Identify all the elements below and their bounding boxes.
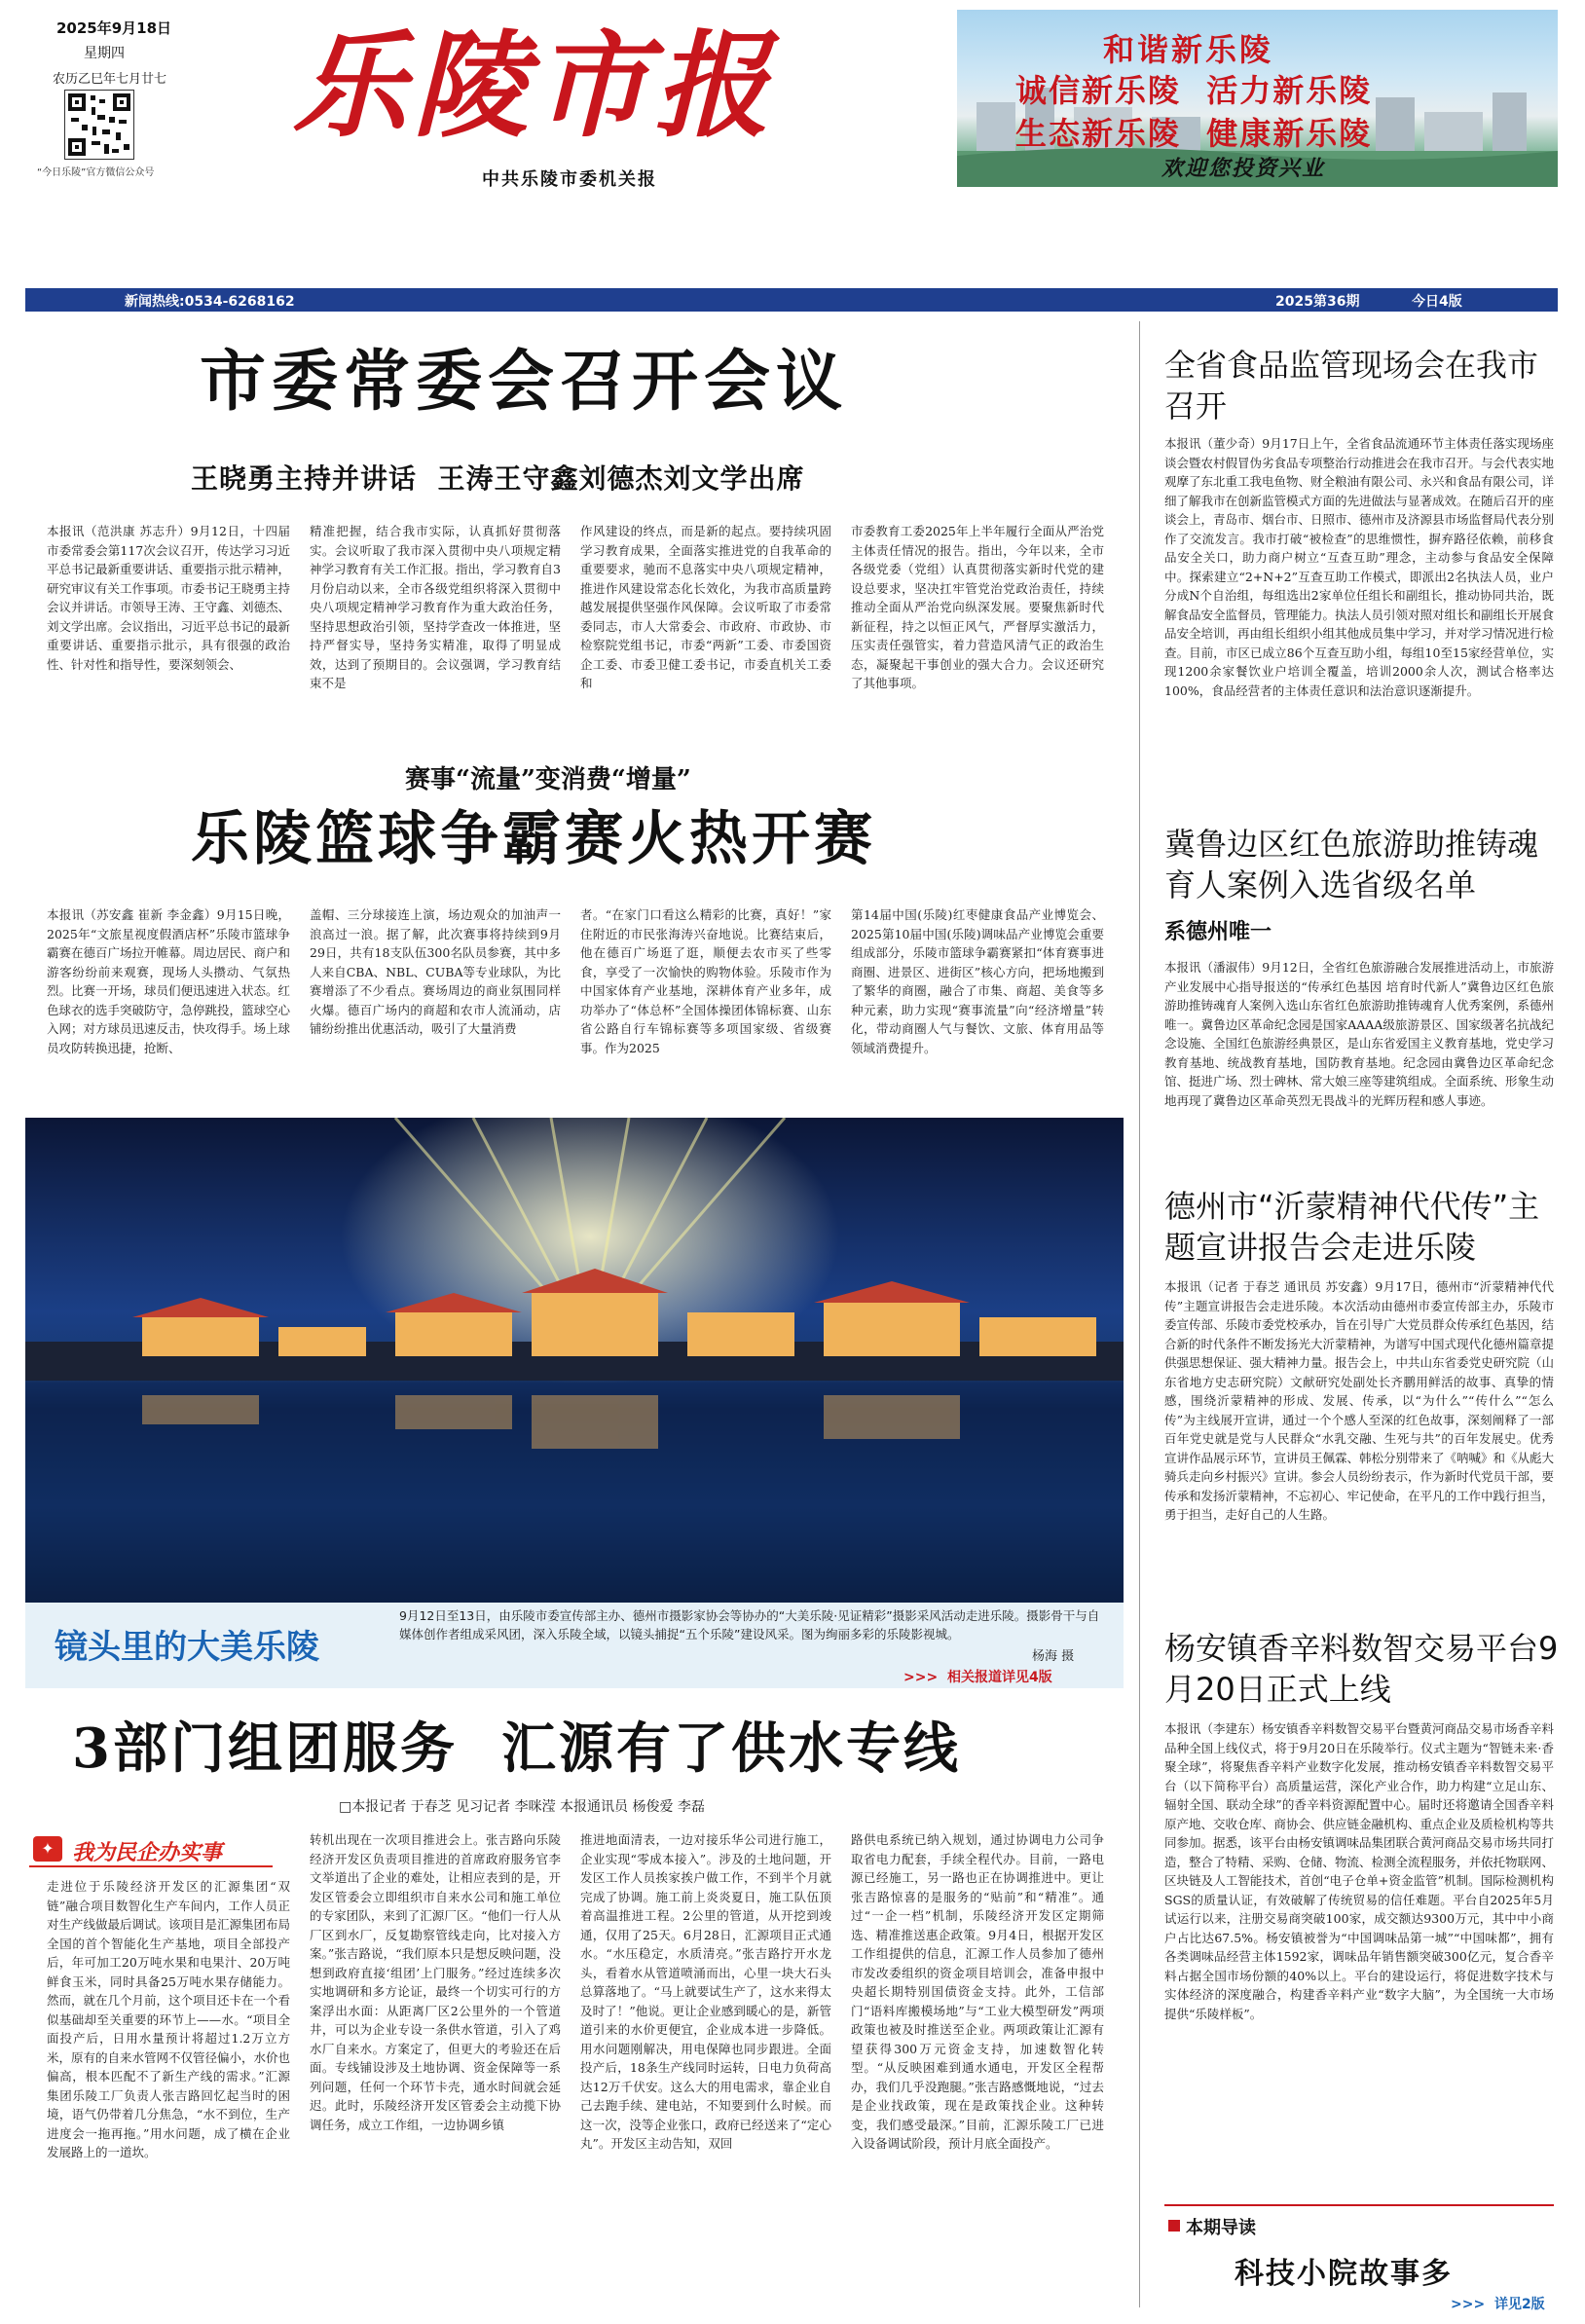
column-divider — [1139, 321, 1140, 2307]
side1-headline[interactable]: 全省食品监管现场会在我市召开 — [1164, 347, 1539, 424]
issue-number: 2025第36期 — [1275, 294, 1360, 310]
photo-label: 镜头里的大美乐陵 — [55, 1628, 319, 1667]
wechat-caption: “今日乐陵”官方微信公众号 — [37, 167, 155, 178]
water-byline: □本报记者 于春芝 见习记者 李咪滢 本报通讯员 杨俊爱 李磊 — [339, 1799, 705, 1815]
ad-line-1: 和谐新乐陵 — [1103, 31, 1274, 68]
ad-line-2: 诚信新乐陵 活力新乐陵 — [1015, 72, 1373, 109]
lead-col-3: 作风建设的终点，而是新的起点。要持续巩固学习教育成果，全面落实推进党的自我革命的重要要求，驰而不息落实中央八项规定精神，推进作风建设常态化长效化，为我市高质量跨越发展提供坚强作风保障。会议听取了市委常委同志，市人大常委会、市政府、市政协、市检察院党组书记，市委“两新”工委、市委国资企工委、市委卫健工委书记，市委直机关工委和 — [580, 524, 831, 690]
water-col-1: 走进位于乐陵经济开发区的汇源集团“双链”融合项目数智化生产车间内，工作人员正对生产线做最后调试。该项目是汇源集团布局全国的首个智能化生产基地，项目全部投产后，年可加工20万吨水果和电果汁、20万吨鲜食玉米，同时具备25万吨水果存储能力。然而，就在几个月前，这个项目还卡在一个看似基础却至关重要的环节上——水。“项目全面投产后，日用水量预计将超过1.2万立方米，原有的自来水管网不仅管径偏小，水价也偏高，根本匹配不了新生产线的需求。”汇源集团乐陵工厂负责人张吉路回忆起当时的困境，语气仍带着几分焦急，“水不到位，生产进度会一拖再拖。”用水问题，成了横在企业发展路上的一道坎。 — [47, 1879, 290, 2159]
hotline: 新闻热线:0534-6268162 — [125, 294, 295, 310]
lead-col-1: 本报讯（范洪康 苏志升）9月12日，十四届市委常委会第117次会议召开，传达学习习近平总书记最新重要讲话、重要指示批示精神，研究审议有关工作事项。市委书记王晓勇主持会议并讲话。市领导王涛、王守鑫、刘德杰、刘文学出席。会议指出，习近平总书记的最新重要讲话、重要指示批示，具有很强的政治性、针对性和指导性，要深刻领会、 — [47, 524, 290, 672]
side4-body: 本报讯（李建东）杨安镇香辛料数智交易平台暨黄河商品交易市场香辛料品种全国上线仪式，将于9月20日在乐陵举行。仪式主题为“智链未来·香聚全球”，将聚焦香辛料产业数字化发展，推动杨安镇香辛料数智交易平台（以下简称平台）高质量运营，深化产业合作，助力构建“立足山东、辐射全国、联动全球”的香辛料资源配置中心。届时还将邀请全国香辛料原产地、交收仓库、商协会、供应链金融机构、重点企业及质检机构等共同参加。据悉，该平台由杨安镇调味品集团联合黄河商品交易市场共同打造，整合了特精、采购、仓储、物流、检测全流程服务，并依托物联网、区块链及人工智能技术，首创“电子仓单+资金监管”机制。国际检测机构SGS的质量认证，有效破解了传统贸易的信任难题。平台自2025年5月试运行以来，注册交易商突破100家，成交额达9300万元，其中中小商户占比达67.5%。杨安镇被誉为“中国调味品第一城”“中国味都”，拥有各类调味品经营主体1592家，调味品年销售额突破300亿元，复合香辛料占据全国市场份额的40%以上。平台的建设运行，将促进数字技术与实体经济的深度融合，构建香辛料产业“数字大脑”，为全国统一大市场提供“乐陵样板”。 — [1164, 1721, 1554, 2021]
side2-subheadline: 系德州唯一 — [1164, 919, 1272, 944]
lead-col-2: 精准把握，结合我市实际，认真抓好贯彻落实。会议听取了我市深入贯彻中央八项规定精神学习教育有关工作汇报。指出，学习教育自3月份启动以来，全市各级党组织将深入贯彻中央八项规定精神学习教育作为重大政治任务，坚持思想政治引领，坚持学查改一体推进，坚持严督实导，坚持务实精准，取得了明显成效，达到了预期目的。会议强调，学习教育结束不是 — [310, 524, 561, 690]
megaphone-icon: ✦ — [33, 1836, 62, 1862]
guide-marker-icon — [1168, 2220, 1180, 2232]
side3-headline[interactable]: 德州市“沂蒙精神代代传”主题宣讲报告会走进乐陵 — [1164, 1188, 1540, 1266]
organ-line: 中共乐陵市委机关报 — [482, 169, 657, 190]
photo-related-link[interactable]: >>> 相关报道详见4版 — [903, 1670, 1052, 1685]
wechat-qr-code[interactable] — [64, 90, 134, 160]
photo-credit: 杨海 摄 — [1032, 1649, 1075, 1664]
basketball-col-2: 盖帽、三分球接连上演，场边观众的加油声一浪高过一浪。据了解，此次赛事将持续到9月29日，共有18支队伍300名队员参赛，其中多人来自CBA、NBL、CUBA等专业球队，为比赛增添了不少看点。赛场周边的商业氛围同样火爆。德百广场内的商超和农市人流涌动，店铺纷纷推出优惠活动，吸引了大量消费 — [310, 907, 561, 1036]
paper-name: 乐陵市报 — [292, 18, 776, 153]
side4-headline[interactable]: 杨安镇香辛料数智交易平台9月20日正式上线 — [1164, 1630, 1559, 1708]
ad-banner — [957, 10, 1558, 187]
column-tag-label: 我为民企办实事 — [72, 1840, 223, 1865]
ad-line-3: 生态新乐陵 健康新乐陵 — [1015, 115, 1373, 152]
ad-line-4: 欢迎您投资兴业 — [1161, 156, 1326, 181]
night-scene-photo[interactable] — [25, 1118, 1124, 1603]
water-col-4: 路供电系统已纳入规划，通过协调电力公司争取省电力配套，手续全程代办。目前，一路电源已经施工，另一路也正在协调推进中。更让张吉路惊喜的是服务的“贴前”和“精准”。通过“一企一档”机制，乐陵经济开发区定期筛选、精准推送惠企政策。9月4日，根据开发区工作组提供的信息，汇源工作人员参加了德州市发改委组织的资金项目培训会，准备申报中央超长期特别国债资金支持。此外，工信部门“语料库搬模场地”与“工业大模型研发”两项政策也被及时推送至企业。两项政策让汇源有望获得300万元资金支持，加速数智化转型。“从反映困难到通水通电，开发区全程帮办，我们几乎没跑腿。”张吉路感慨地说，“过去是企业找政策，现在是政策找企业。这种转变，我们感受最深。”目前，汇源乐陵工厂已进入设备调试阶段，预计月底全面投产。 — [851, 1832, 1104, 2151]
side2-headline[interactable]: 冀鲁边区红色旅游助推铸魂育人案例入选省级名单 — [1164, 826, 1539, 904]
lead-headline[interactable]: 市委常委会召开会议 — [200, 343, 849, 421]
guide-label: 本期导读 — [1186, 2218, 1256, 2238]
side3-body: 本报讯（记者 于春芝 通讯员 苏安鑫）9月17日，德州市“沂蒙精神代代传”主题宣讲报告会走进乐陵。本次活动由德州市委宣传部主办，乐陵市委宣传部、乐陵市委党校承办，旨在引导广大党员群众传承红色基因，结合新的时代条件不断发扬光大沂蒙精神，为谱写中国式现代化德州篇章提供强思想保证、强大精神力量。报告会上，中共山东省委党史研究院（山东省地方史志研究院）文献研究处副处长齐鹏用鲜活的故事、真挚的情感，围绕沂蒙精神的形成、发展、传承，以“为什么”“传什么”“怎么传”为主线展开宣讲，通过一个个感人至深的红色故事，深刻阐释了一部百年党史就是党与人民群众“水乳交融、生死与共”的百年发展史。优秀宣讲作品展示环节，宣讲员王佩霖、韩松分别带来了《呐喊》和《从彪大骑兵走向乡村振兴》宣讲。参会人员纷纷表示，作为新时代党员干部，要传承和发扬沂蒙精神，不忘初心、牢记使命，在平凡的工作中践行担当，勇于担当，走好自己的人生路。 — [1164, 1279, 1554, 1522]
photo-caption: 9月12日至13日，由乐陵市委宣传部主办、德州市摄影家协会等协办的“大美乐陵·见证精彩”摄影采风活动走进乐陵。摄影骨干与自媒体创作者组成采风团，深入乐陵全域，以镜头捕捉“五个乐陵”建设风采。图为绚丽多彩的乐陵影视城。 — [399, 1608, 1100, 1642]
basketball-col-4: 第14届中国(乐陵)红枣健康食品产业博览会、2025第10届中国(乐陵)调味品产业博览会重要组成部分，乐陵市篮球争霸赛紧扣“体育赛事进商圈、进景区、进街区”核心方向，把场地搬到了繁华的商圈，融合了市集、商超、美食等多种元素，助力实现“赛事流量”向“经济增量”转化，带动商圈人气与餐饮、文旅、体育用品等领域消费提升。 — [851, 907, 1104, 1055]
side2-body: 本报讯（潘淑伟）9月12日，全省红色旅游融合发展推进活动上，市旅游产业发展中心指导报送的“传承红色基因 培育时代新人”冀鲁边区红色旅游助推铸魂育人案例入选山东省红色旅游助推铸魂育人优秀案例，系德州唯一。冀鲁边区革命纪念园是国家AAAA级旅游景区、国家级著名抗战纪念设施、全国红色旅游经典景区，是山东省爱国主义教育基地，党史学习教育基地、统战教育基地，国防教育基地。纪念园由冀鲁边区革命纪念馆、挺进广场、烈士碑林、常大娘三座等建筑组成。全面系统、形象生动地再现了冀鲁边区革命英烈无畏战斗的光辉历程和感人事迹。 — [1164, 960, 1554, 1108]
basketball-kicker: 赛事“流量”变消费“增量” — [405, 765, 691, 794]
guide-divider — [1164, 2204, 1554, 2206]
water-headline[interactable]: 3部门组团服务 汇源有了供水专线 — [72, 1716, 961, 1781]
page-count: 今日4版 — [1412, 294, 1462, 310]
column-tag-badge — [29, 1832, 273, 1867]
guide-item[interactable]: 科技小院故事多 — [1235, 2257, 1453, 2291]
issue-date: 2025年9月18日 — [56, 19, 172, 37]
basketball-col-1: 本报讯（苏安鑫 崔新 李金鑫）9月15日晚，2025年“文旅星视度假酒店杯”乐陵市篮球争霸赛在德百广场拉开帷幕。周边居民、商户和游客纷纷前来观赛，现场人头攒动、气氛热烈。比赛一开场，球员们便迅速进入状态。红色球衣的选手突破防守，急停跳投，篮球空心入网；对方球员迅速反击，快攻得手。场上球员攻防转换迅捷，抢断、 — [47, 907, 290, 1055]
side1-body: 本报讯（董少奇）9月17日上午，全省食品流通环节主体责任落实现场座谈会暨农村假冒伪劣食品专项整治行动推进会在我市召开。与会代表实地观摩了东北重工我电鱼物、财全粮油有限公司、永兴和食品有限公司，详细了解我市在创新监管模式方面的先进做法与显著成效。在随后召开的座谈会上，青岛市、烟台市、日照市、德州市及济源县市场监督局代表分别作了交流发言。我市打破“被检查”的思维惯性，摒弃路径依赖，前移食品安全关口，助力商户树立“互查互助”理念，主动参与食品安全保障中。探索建立“2+N+2”互查互助工作模式，即派出2名执法人员，业户分成N个自治组，每组选出2家单位任组长和副组长，推动协同共治，既解食品安全监督员，管理能力。执法人员引领对照对组长和副组长开展食品安全培训，再由组长组织小组其他成员集中学习，并对学习情况进行检查。目前，市区已成立86个互查互助小组，每组10至15家经营单位，实现1200余家餐饮业户培训全覆盖，培训2000余人次，测试合格率达100%，食品经营者的主体责任意识和法治意识逐渐提升。 — [1164, 436, 1554, 698]
basketball-headline[interactable]: 乐陵篮球争霸赛火热开赛 — [191, 805, 876, 873]
lead-subheadline: 王晓勇主持并讲话 王涛王守鑫刘德杰刘文学出席 — [191, 462, 805, 495]
lead-col-4: 市委教育工委2025年上半年履行全面从严治党主体责任情况的报告。指出，今年以来，全市各级党委（党组）认真贯彻落实新时代党的建设总要求，坚决扛牢管党治党政治责任，持续推动全面从严治党向纵深发展。要聚焦新时代新征程，持之以恒正风气，严督厚实激活力，压实责任强管实，着力营造风清气正的政治生态，凝聚起干事创业的强大合力。会议还研究了其他事项。 — [851, 524, 1104, 690]
basketball-col-3: 者。“在家门口看这么精彩的比赛，真好！”家住附近的市民张海涛兴奋地说。比赛结束后，他在德百广场逛了逛，顺便去农市买了些零食，享受了一次愉快的购物体验。乐陵市作为中国家体育产业基地，深耕体育产业多年，成功举办了“体总杯”全国体操团体锦标赛、山东省公路自行车锦标赛等多项国家级、省级赛事。作为2025 — [580, 907, 831, 1055]
water-col-2: 转机出现在一次项目推进会上。张吉路向乐陵经济开发区负责项目推进的首席政府服务官李文举道出了企业的难处，让相应表到的是，开发区管委会立即组织市自来水公司和施工单位的专家团队，来到了汇源厂区。“他们一行人从厂区到水厂，反复勘察管线走向，比对接入方案。”张吉路说，“我们原本只是想反映问题，没想到政府直接‘组团’上门服务。”经过连续多次实地调研和多方论证，最终一个切实可行的方案浮出水面：从距离厂区2公里外的一个管道井，可以为企业专设一条供水管道，引入了鸡水厂自来水。方案定了，但更大的考验还在后面。专线铺设涉及土地协调、资金保障等一系列问题，任何一个环节卡壳，通水时间就会延迟。此时，乐陵经济开发区管委会主动揽下协调任务，成立工作组，一边协调乡镇 — [310, 1832, 561, 2132]
water-col-3: 推进地面清表，一边对接乐华公司进行施工，企业实现“零成本接入”。涉及的土地问题，开发区工作人员挨家挨户做工作，不到半个月就完成了协调。施工前上炎炎夏日，施工队伍顶着高温推进工程。2公里的管道，从开挖到竣通，仅用了25天。6月28日，汇源项目正式通水。“水压稳定，水质清亮。”张吉路拧开水龙头，看着水从管道喷涌而出，心里一块大石头总算落地了。“马上就要试生产了，这水来得太及时了！”他说。更让企业感到暖心的是，新管道引来的水价更便宜，企业成本进一步降低。用水问题刚解决，用电保障也同步跟进。全面投产后，18条生产线同时运转，日电力负荷高达12万千伏安。这么大的用电需求，靠企业自己去跑手续、建电站，不知要到什么时候。而这一次，没等企业张口，政府已经送来了“定心丸”。开发区主动告知，双回 — [580, 1832, 831, 2151]
weekday: 星期四 — [84, 46, 125, 61]
lunar-date: 农历乙巳年七月廿七 — [53, 72, 167, 87]
guide-link[interactable]: >>> 详见2版 — [1451, 2297, 1545, 2312]
